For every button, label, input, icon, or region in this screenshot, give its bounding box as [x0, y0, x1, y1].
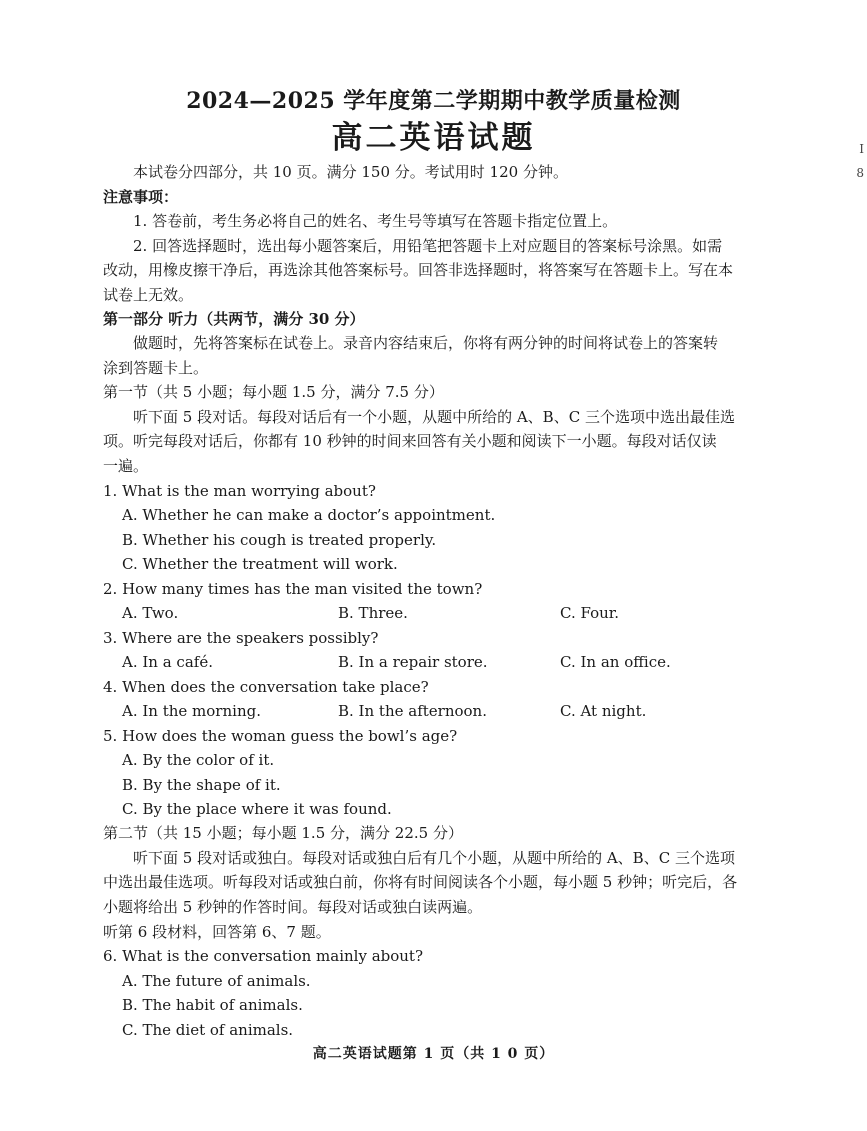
- section1-desc-line-3: 一遍。: [103, 457, 149, 475]
- section1-desc-line-2: 项。听完每段对话后，你都有 10 秒钟的时间来回答有关小题和阅读下一小题。每段对话仅读: [103, 432, 717, 450]
- notice-item-2-line-3: 试卷上无效。: [103, 286, 194, 304]
- question-3-option-b: B. In a repair store.: [338, 653, 488, 671]
- notice-item-2-line-1: 2. 回答选择题时，选出每小题答案后，用铅笔把答题卡上对应题目的答案标号涂黑。如需: [133, 237, 723, 255]
- question-6-option-c: C. The diet of animals.: [122, 1021, 294, 1039]
- section1-heading: 第一节（共 5 小题；每小题 1.5 分，满分 7.5 分）: [103, 383, 444, 401]
- question-2-option-b: B. Three.: [338, 604, 408, 622]
- edge-mark-top: I: [859, 142, 864, 156]
- part1-heading: 第一部分 听力（共两节，满分 30 分）: [103, 310, 365, 328]
- section1-desc-line-1: 听下面 5 段对话。每段对话后有一个小题，从题中所给的 A、B、C 三个选项中选出最佳选: [133, 408, 735, 426]
- notice-item-1: 1. 答卷前，考生务必将自己的姓名、考生号等填写在答题卡指定位置上。: [133, 212, 618, 230]
- question-4-option-a: A. In the morning.: [122, 702, 261, 720]
- part1-desc-line-1: 做题时，先将答案标在试卷上。录音内容结束后，你将有两分钟的时间将试卷上的答案转: [133, 334, 719, 352]
- question-3-option-a: A. In a café.: [122, 653, 213, 671]
- section2-desc-line-1: 听下面 5 段对话或独白。每段对话或独白后有几个小题，从题中所给的 A、B、C 三个选项: [133, 849, 735, 867]
- subject-title: 高二英语试题: [331, 120, 536, 156]
- question-4: 4. When does the conversation take place?: [103, 678, 429, 696]
- section2-desc-line-3: 小题将给出 5 秒钟的作答时间。每段对话或独白读两遍。: [103, 898, 483, 916]
- notice-item-2-line-2: 改动，用橡皮擦干净后，再选涂其他答案标号。回答非选择题时，将答案写在答题卡上。写在本: [103, 261, 734, 279]
- question-6-option-b: B. The habit of animals.: [122, 996, 303, 1014]
- page-footer: 高二英语试题第 1 页（共 1 0 页）: [312, 1046, 555, 1062]
- question-4-option-c: C. At night.: [560, 702, 647, 720]
- question-1: 1. What is the man worrying about?: [103, 482, 376, 500]
- question-3: 3. Where are the speakers possibly?: [103, 629, 379, 647]
- question-4-option-b: B. In the afternoon.: [338, 702, 487, 720]
- question-1-option-b: B. Whether his cough is treated properly.: [122, 531, 437, 549]
- section2-heading: 第二节（共 15 小题；每小题 1.5 分，满分 22.5 分）: [103, 824, 463, 842]
- exam-title: 2024—2025 学年度第二学期期中教学质量检测: [186, 88, 681, 114]
- question-1-option-a: A. Whether he can make a doctor’s appointment.: [122, 506, 496, 524]
- question-5-option-b: B. By the shape of it.: [122, 776, 281, 794]
- question-2-option-a: A. Two.: [122, 604, 179, 622]
- question-3-option-c: C. In an office.: [560, 653, 671, 671]
- question-5-option-c: C. By the place where it was found.: [122, 800, 392, 818]
- question-6: 6. What is the conversation mainly about?: [103, 947, 424, 965]
- question-2-option-c: C. Four.: [560, 604, 620, 622]
- question-5-option-a: A. By the color of it.: [122, 751, 275, 769]
- section2-desc-line-2: 中选出最佳选项。听每段对话或独白前，你将有时间阅读各个小题，每小题 5 秒钟；听完后，各: [103, 873, 738, 891]
- intro-text: 本试卷分四部分，共 10 页。满分 150 分。考试用时 120 分钟。: [133, 163, 568, 181]
- notice-heading: 注意事项：: [103, 188, 179, 206]
- material-6-instruction: 听第 6 段材料，回答第 6、7 题。: [103, 923, 331, 941]
- question-2: 2. How many times has the man visited the town?: [103, 580, 483, 598]
- question-6-option-a: A. The future of animals.: [122, 972, 311, 990]
- question-5: 5. How does the woman guess the bowl’s age?: [103, 727, 458, 745]
- part1-desc-line-2: 涂到答题卡上。: [103, 359, 209, 377]
- question-1-option-c: C. Whether the treatment will work.: [122, 555, 398, 573]
- edge-mark-bottom: 8: [856, 166, 864, 180]
